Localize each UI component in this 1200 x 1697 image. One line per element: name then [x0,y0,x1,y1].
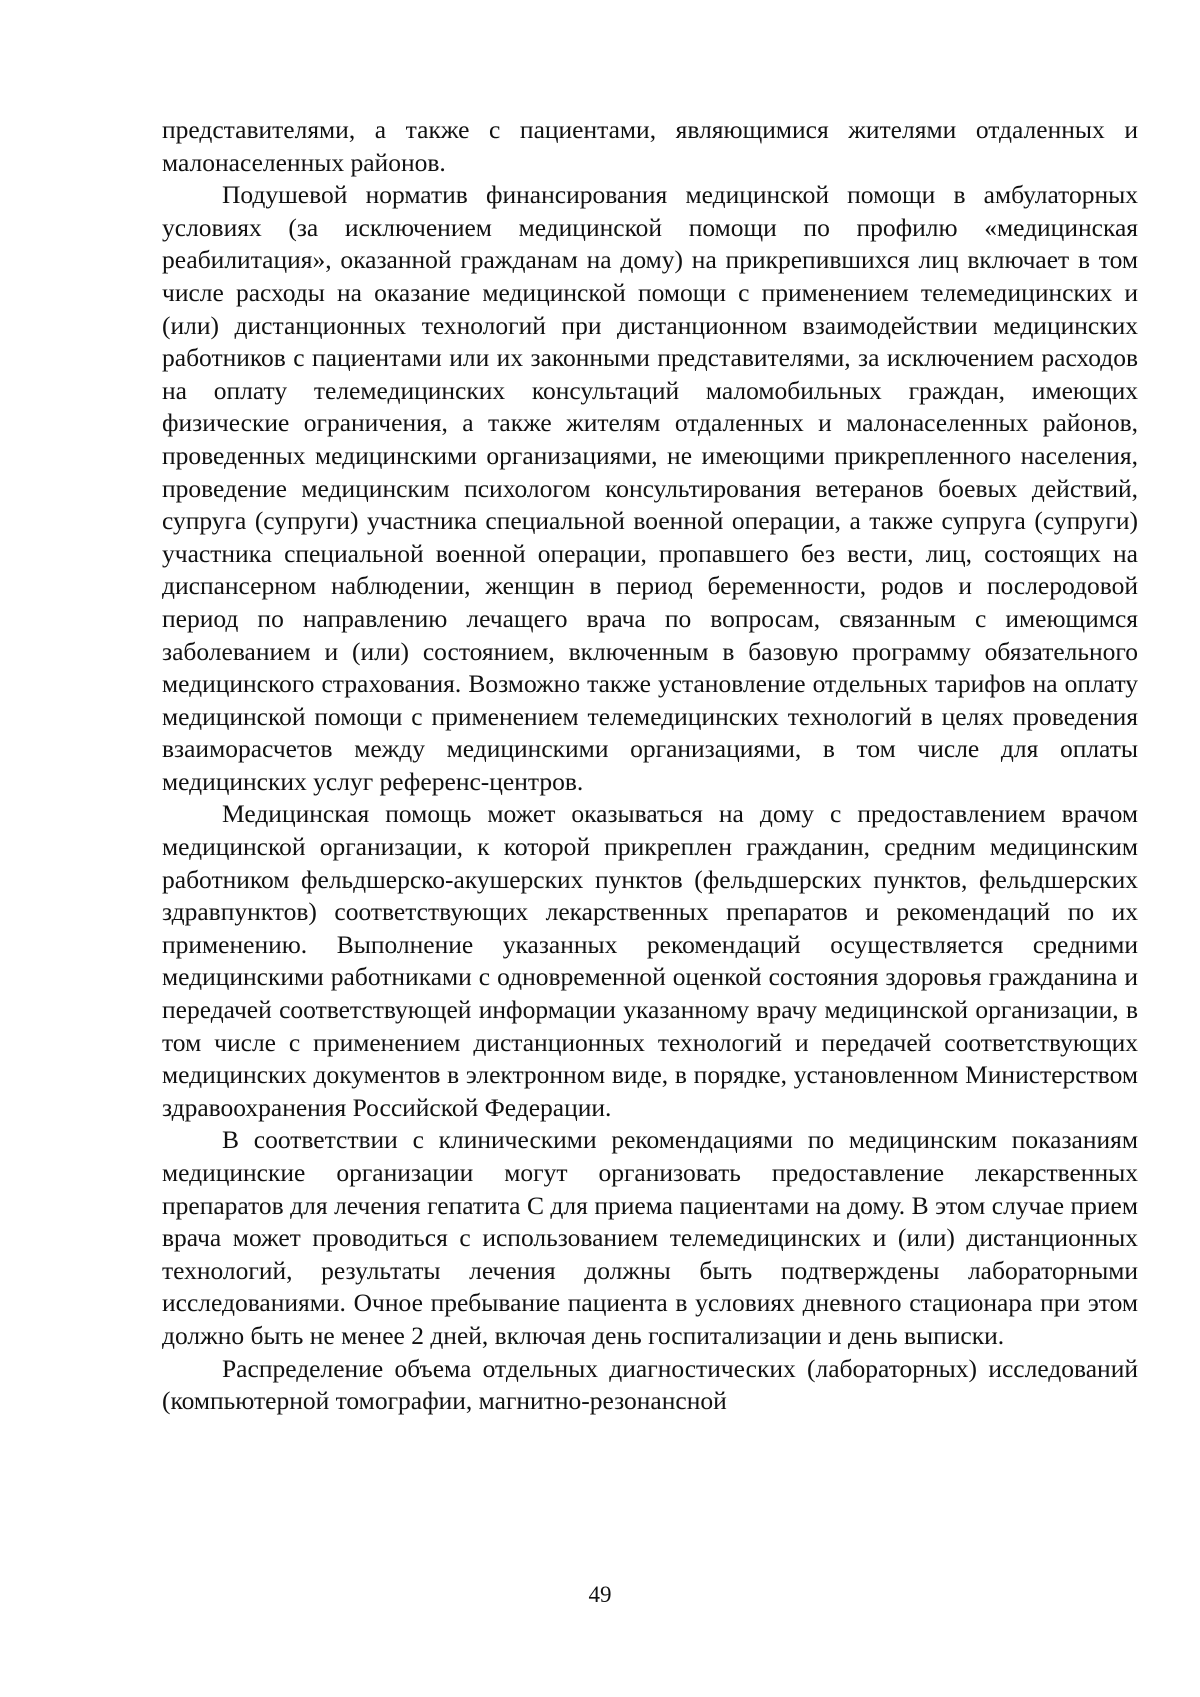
paragraph-hepatitis-c: В соответствии с клиническими рекомендациями по медицинским показаниям медицинские организации могут организовать предоставление лекарственных препаратов для лечения гепатита С для приема пациентами на дому. В этом случае прием врача может проводиться с использованием телемедицинских и (или) дистанционных технологий, результаты лечения должны быть подтверждены лабораторными исследованиями. Очное пребывание пациента в условиях дневного стационара при этом должно быть не менее 2 дней, включая день госпитализации и день выписки. [162,1125,1138,1350]
paragraph-per-capita-standard: Подушевой норматив финансирования медицинской помощи в амбулаторных условиях (за исключением медицинской помощи по профилю «медицинская реабилитация», оказанной гражданам на дому) на прикрепившихся лиц включает в том числе расходы на оказание медицинской помощи с применением телемедицинских и (или) дистанционных технологий при дистанционном взаимодействии медицинских работников с пациентами или их законными представителями, за исключением расходов на оплату телемедицинских консультаций маломобильных граждан, имеющих физические ограничения, а также жителям отдаленных и малонаселенных районов, проведенных медицинскими организациями, не имеющими прикрепленного населения, проведение медицинским психологом консультирования ветеранов боевых действий, супруга (супруги) участника специальной военной операции, а также супруга (супруги) участника специальной военной операции, пропавшего без вести, лиц, состоящих на диспансерном наблюдении, женщин в период беременности, родов и послеродовой период по направлению лечащего врача по вопросам, связанным с имеющимся заболеванием и (или) состоянием, включенным в базовую программу обязательного медицинского страхования. Возможно также установление отдельных тарифов на оплату медицинской помощи с применением телемедицинских технологий в целях проведения взаиморасчетов между медицинскими организациями, в том числе для оплаты медицинских услуг референс-центров. [162,180,1138,796]
paragraph-home-care: Медицинская помощь может оказываться на дому с предоставлением врачом медицинской организации, к которой прикреплен гражданин, средним медицинским работником фельдшерско-акушерских пунктов (фельдшерских пунктов, фельдшерских здравпунктов) соответствующих лекарственных препаратов и рекомендаций по их применению. Выполнение указанных рекомендаций осуществляется средними медицинскими работниками с одновременной оценкой состояния здоровья гражданина и передачей соответствующей информации указанному врачу медицинской организации, в том числе с применением дистанционных технологий и передачей соответствующих медицинских документов в электронном виде, в порядке, установленном Министерством здравоохранения Российской Федерации. [162,799,1138,1122]
paragraph-diagnostic-distribution: Распределение объема отдельных диагностических (лабораторных) исследований (компьютерной томографии, магнитно-резонансной [162,1353,1138,1416]
paragraph-continuation: представителями, а также с пациентами, являющимися жителями отдаленных и малонаселенных районов. [162,115,1138,177]
document-body [162,114,1138,1418]
page-number: 49 [588,1582,612,1607]
